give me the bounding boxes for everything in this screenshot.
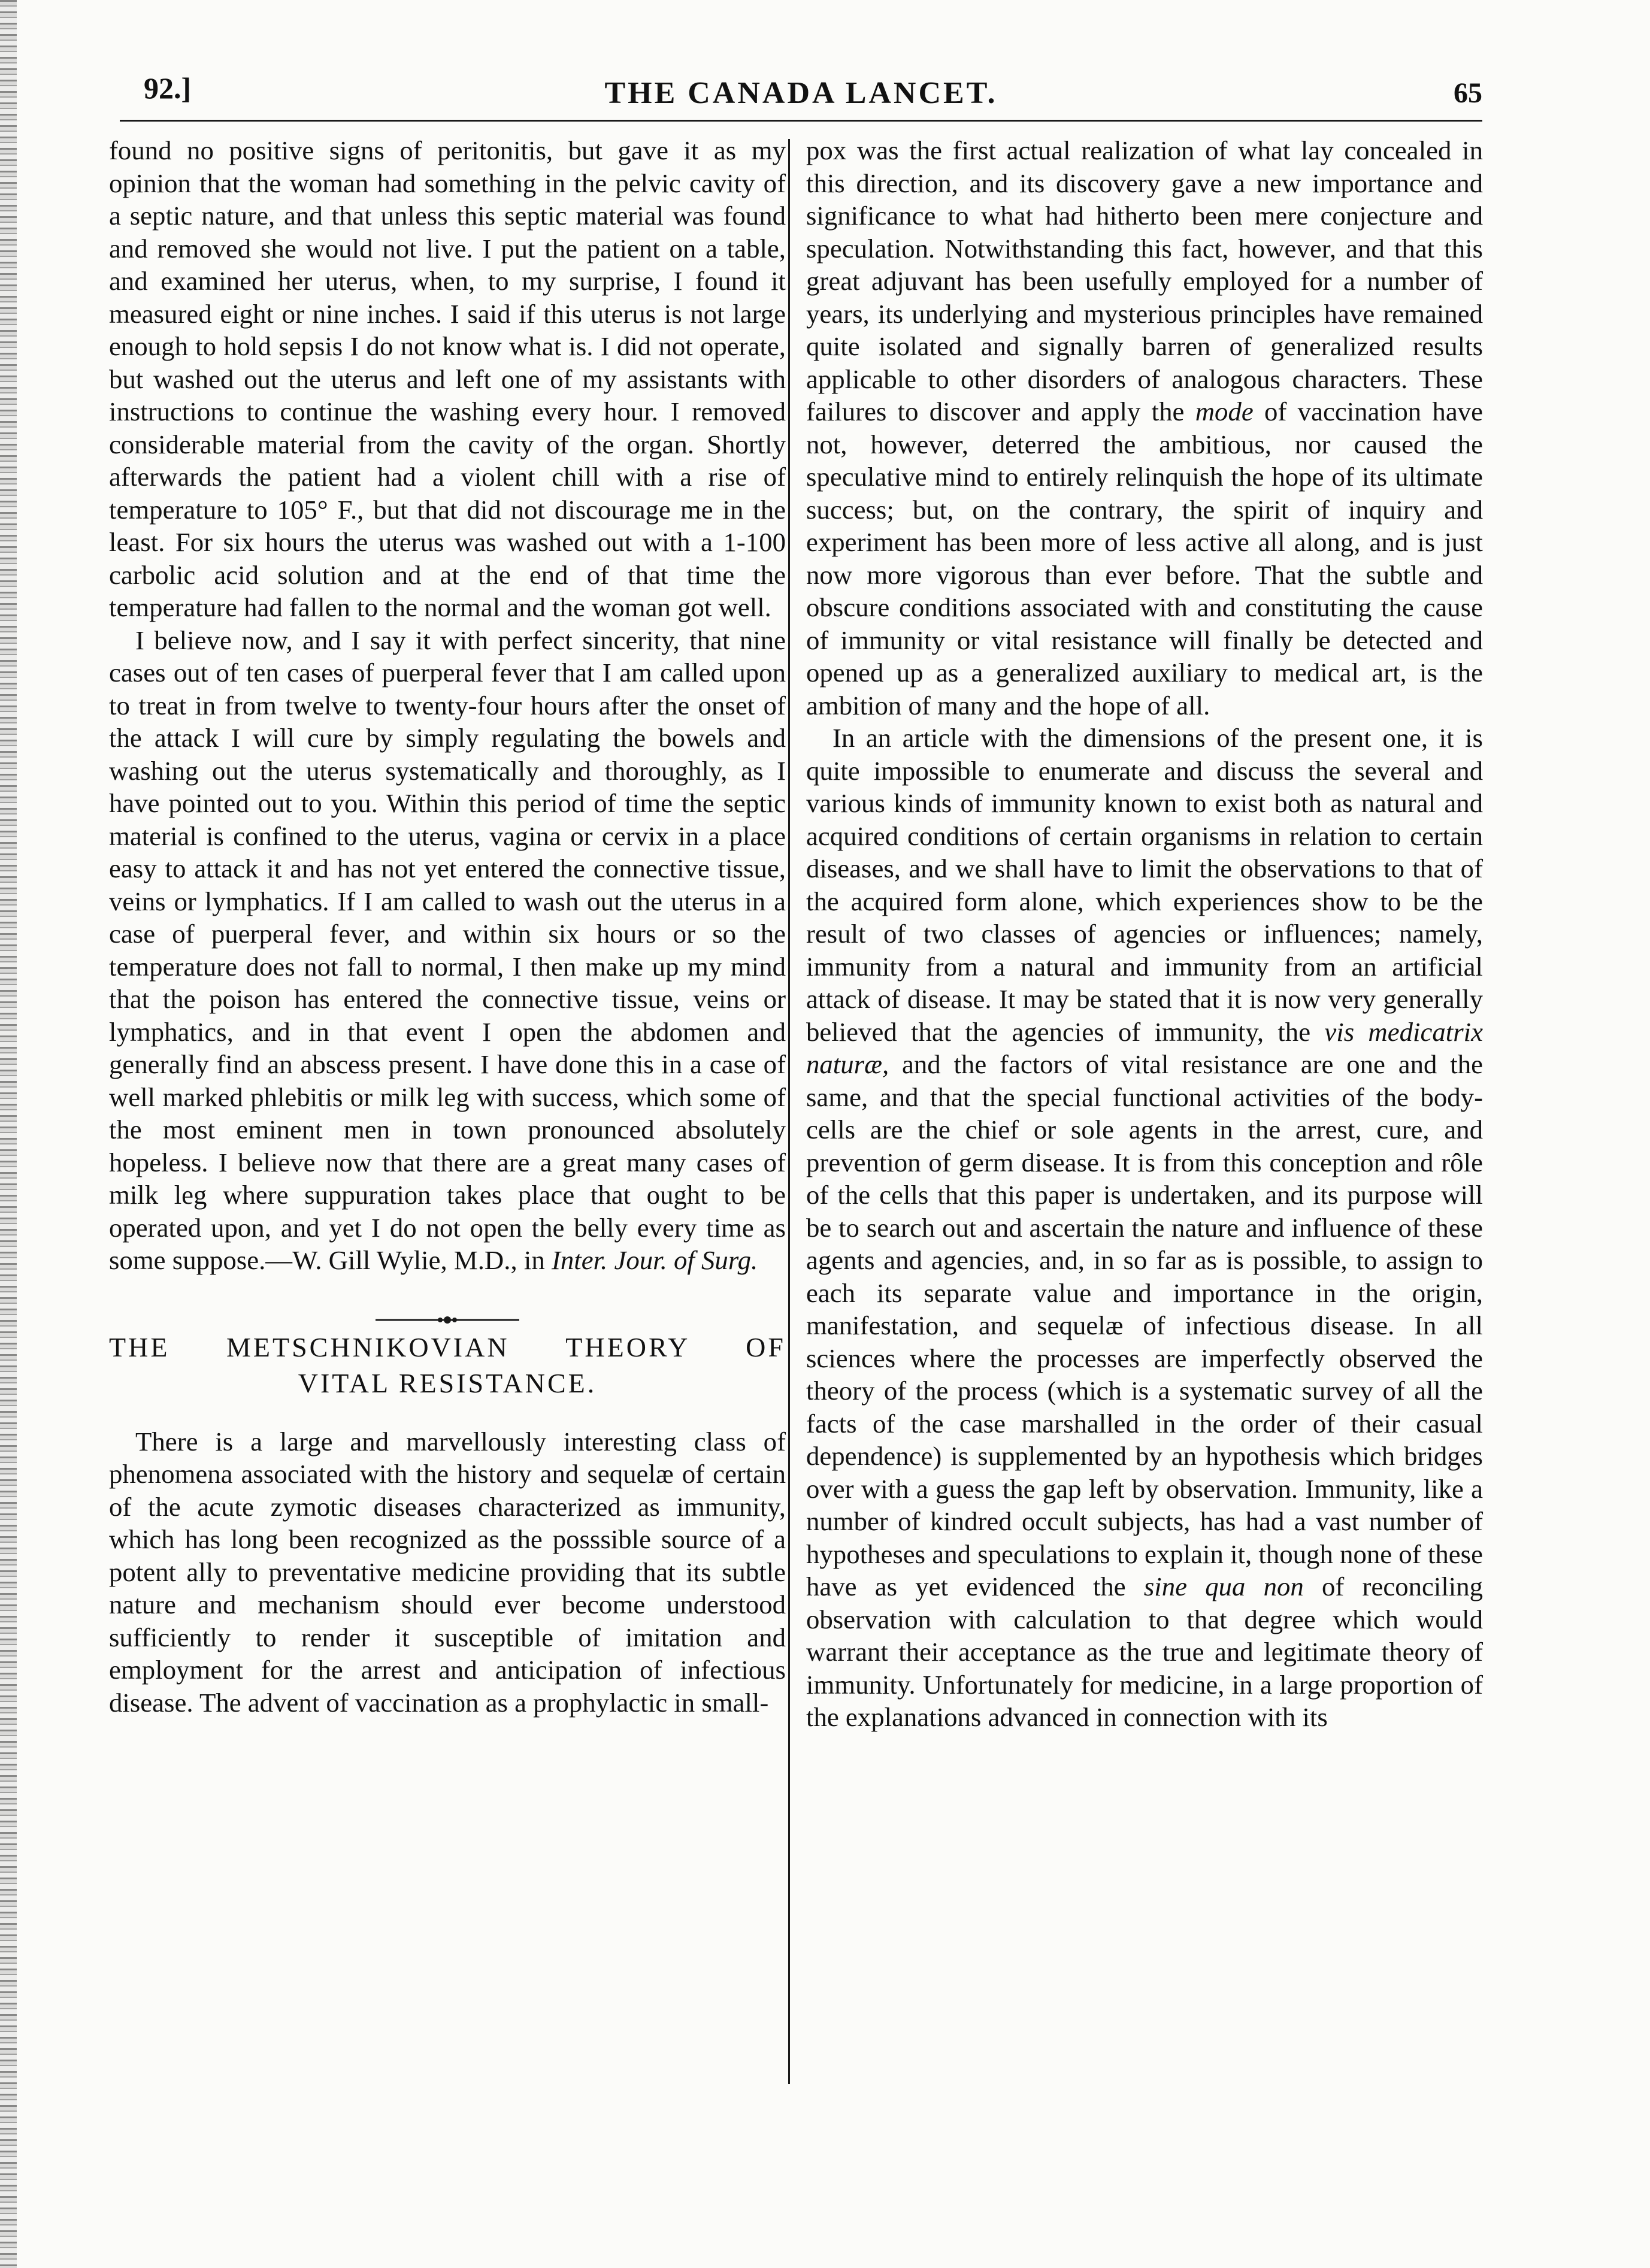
paragraph-belief [109,624,786,1277]
paragraph-vaccination [806,134,1483,722]
journal-title: THE CANADA LANCET. [604,76,998,110]
header-rule [120,120,1482,122]
citation-journal: Inter. Jour. of Surg. [551,1245,758,1275]
italic-term: mode [1195,396,1254,426]
article-title [109,1330,786,1401]
ornament-rule-icon [376,1314,519,1326]
article-opening-paragraph: There is a large and marvellously interesting class of phenomena associated with the history and sequelæ of certain of the acute zymotic diseases characterized as immunity, which has long been recognized as the posssible source of a potent ally to preventative medicine providing that its subtle nature and mechanism should ever become understood sufficiently to render it susceptible of imitation and employment for the arrest and anticipation of infectious disease. The advent of vaccination as a prophylactic in small- [109,1426,786,1718]
paragraph-immunity [806,722,1483,1734]
article-title-line-1: THE METSCHNIKOVIAN THEORY OF [109,1331,786,1362]
paragraph-text: of reconciling observation with calculation to that degree which would warrant their acceptance as the true and legitimate theory of immunity. Unfortunately for medicine, in a large proportion of the explanations advanced in connection with its [806,1571,1484,1732]
article-title-line-2: VITAL RESISTANCE. [298,1367,597,1398]
right-column [806,134,1483,1734]
running-header [120,71,1482,119]
page-number: 65 [1454,77,1482,109]
column-divider [788,139,790,2084]
paragraph-text: of vaccination have not, however, deterred the ambitious, nor caused the speculative mind to entirely relinquish the hope of its ultimate success; but, on the contrary, the spirit of inquiry and experiment has been more of less active all along, and is just now more vigorous than ever before. That the subtle and obscure conditions associated with and constituting the cause of immunity or vital resistance will finally be detected and opened up as a generalized auxiliary to medical art, is the ambition of many and the hope of all. [806,396,1483,720]
paragraph-text: In an article with the dimensions of the present one, it is quite impossible to enumerate and discuss the several and various kinds of immunity known to exist both as natural and acquired conditions of certain organisms in relation to certain diseases, and we shall have to limit the observations to that of the acquired form alone, which experiences show to be the result of two classes of agencies or influences; namely, immunity from a natural and immunity from an artificial attack of disease. It may be stated that it is now very generally believed that the agencies of immunity, the [806,723,1483,1047]
italic-term: vis medicatrix naturæ, [806,1016,1483,1079]
page-reference: 92.] [144,71,192,105]
paragraph-text: pox was the first actual realization of what lay concealed in this direction, and its discovery gave a new importance and significance to what had hitherto been mere conjecture and speculation. Notwithstanding this fact, however, and that this great adjuvant has been usefully employed for a number of years, its underlying and mysterious principles have remained quite isolated and signally barren of generalized results applicable to other disorders of analogous characters. These failures to discover and apply the [806,135,1483,426]
paragraph-text: and the factors of vital resistance are one and the same, and that the special functional activities of the body-cells are the chief or sole agents in the arrest, cure, and prevention of germ disease. It is from this conception and rôle of the cells that this paper is undertaken, and its purpose will be to search out and ascertain the nature and influence of these agents and agencies, and, in so far as is possible, to assign to each its separate value and importance in the origin, manifestation, and sequelæ of infectious disease. In all sciences where the processes are imperfectly observed the theory of the process (which is a systematic survey of all the facts of the case marshalled in the order of their casual dependence) is supplemented by an hypothesis which bridges over with a guess the gap left by observation. Immunity, like a number of kindred occult subjects, has had a vast number of hypotheses and speculations to explain it, though none of these have as yet evidenced the [806,1049,1483,1601]
italic-term: sine qua non [1143,1571,1304,1601]
page-binding-edge [0,0,17,2268]
left-column [109,134,786,1719]
paragraph-text: I believe now, and I say it with perfect sincerity, that nine cases out of ten cases of puerperal fever that I am called upon to treat in from twelve to twenty-four hours after the onset of the attack I will cure by simply regulating the bowels and washing out the uterus systematically and thoroughly, as I have pointed out to you. Within this period of time the septic material is confined to the uterus, vagina or cervix in a place easy to attack it and has not yet entered the connective tissue, veins or lymphatics. If I am called to wash out the uterus in a case of puerperal fever, and within six hours or so the temperature does not fall to normal, I then make up my mind that the poison has entered the connective tissue, veins or lymphatics, and in that event I open the abdomen and generally find an abscess present. I have done this in a case of well marked phlebitis or milk leg with success, which some of the most eminent men in town pronounced absolutely hopeless. I believe now that there are a great many cases of milk leg where suppuration takes place that ought to be operated upon, and yet I do not open the belly every time as some suppose.—W. Gill Wylie, M.D., in [109,625,786,1275]
section-ornament [109,1301,786,1313]
paragraph-continuation: found no positive signs of peritonitis, but gave it as my opinion that the woman had something in the pelvic cavity of a septic nature, and that unless this septic material was found and removed she would not live. I put the patient on a table, and examined her uterus, when, to my surprise, I found it measured eight or nine inches. I said if this uterus is not large enough to hold sepsis I do not know what is. I did not operate, but washed out the uterus and left one of my assistants with instructions to continue the washing every hour. I removed considerable material from the cavity of the organ. Shortly afterwards the patient had a violent chill with a rise of temperature to 105° F., but that did not discourage me in the least. For six hours the uterus was washed out with a 1-100 carbolic acid solution and at the end of that time the temperature had fallen to the normal and the woman got well. [109,135,786,622]
